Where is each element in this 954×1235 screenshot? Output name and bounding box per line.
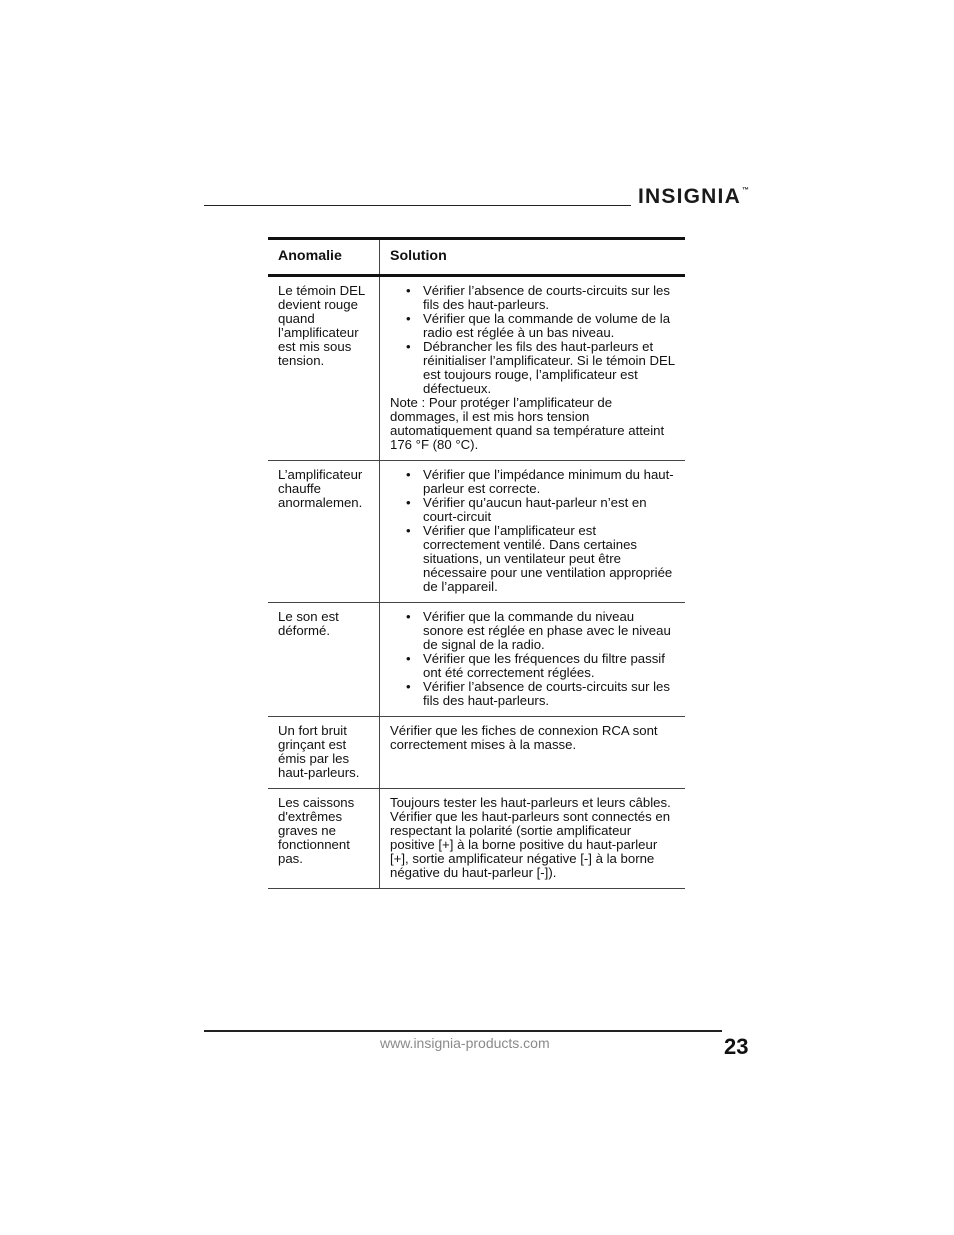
table-row xyxy=(268,276,685,461)
solution-cell xyxy=(380,603,686,717)
solution-list xyxy=(390,610,676,708)
table-row xyxy=(268,717,685,789)
anomalie-cell: Les caissons d'extrêmes graves ne fonctionnent pas. xyxy=(268,789,380,889)
header-rule xyxy=(204,205,631,206)
solution-list xyxy=(390,284,676,396)
solution-bullet: • Vérifier qu’aucun haut-parleur n’est en court-circuit xyxy=(390,496,676,524)
solution-bullet: • Vérifier l’absence de courts-circuits sur les fils des haut-parleurs. xyxy=(390,284,676,312)
insignia-logo xyxy=(638,185,749,209)
solution-bullet: • Vérifier que la commande du niveau sonore est réglée en phase avec le niveau de signal de la radio. xyxy=(390,610,676,652)
solution-bullet: • Vérifier que les fréquences du filtre passif ont été correctement réglées. xyxy=(390,652,676,680)
solution-cell: Toujours tester les haut-parleurs et leurs câbles. Vérifier que les haut-parleurs sont connectés en respectant la polarité (sortie amplificateur positive [+] à la borne positive du haut-parleur [+], sortie amplificateur négative [-] à la borne négative du haut-parleur [-]). xyxy=(390,795,671,880)
anomalie-cell: Un fort bruit grinçant est émis par les haut-parleurs. xyxy=(268,717,380,789)
anomalie-cell: Le son est déformé. xyxy=(268,603,380,717)
solution-bullet: • Vérifier l’absence de courts-circuits sur les fils des haut-parleurs. xyxy=(390,680,676,708)
column-header-anomalie: Anomalie xyxy=(268,239,380,276)
solution-bullet: • Vérifier que l’amplificateur est correctement ventilé. Dans certaines situations, un ventilateur peut être nécessaire pour une ventilation appropriée de l’appareil. xyxy=(390,524,676,594)
solution-bullet: • Vérifier que la commande de volume de la radio est réglée à un bas niveau. xyxy=(390,312,676,340)
troubleshooting-table xyxy=(268,237,685,889)
logo-trademark: ™ xyxy=(741,187,749,194)
page-number: 23 xyxy=(724,1034,749,1059)
solution-bullet: • Vérifier que l’impédance minimum du haut-parleur est correcte. xyxy=(390,468,676,496)
solution-list xyxy=(390,468,676,594)
footer-url: www.insignia-products.com xyxy=(380,1035,550,1051)
table-header-row xyxy=(268,239,685,276)
footer-rule xyxy=(204,1030,722,1032)
logo-text: INSIGNIA xyxy=(638,185,741,208)
anomalie-cell: L’amplificateur chauffe anormalemen. xyxy=(268,461,380,603)
solution-cell xyxy=(380,461,686,603)
solution-bullet: • Débrancher les fils des haut-parleurs et réinitialiser l’amplificateur. Si le témoin DEL est toujours rouge, l’amplificateur est défectueux. xyxy=(390,340,676,396)
solution-cell: Vérifier que les fiches de connexion RCA sont correctement mises à la masse. xyxy=(390,723,658,752)
solution-cell xyxy=(380,276,686,461)
table-row xyxy=(268,461,685,603)
table-row xyxy=(268,789,685,889)
table-row xyxy=(268,603,685,717)
solution-note: Note : Pour protéger l’amplificateur de dommages, il est mis hors tension automatiquement quand sa température atteint 176 °F (80 °C). xyxy=(390,395,665,452)
column-header-solution: Solution xyxy=(390,248,447,264)
anomalie-cell: Le témoin DEL devient rouge quand l’amplificateur est mis sous tension. xyxy=(268,276,380,461)
